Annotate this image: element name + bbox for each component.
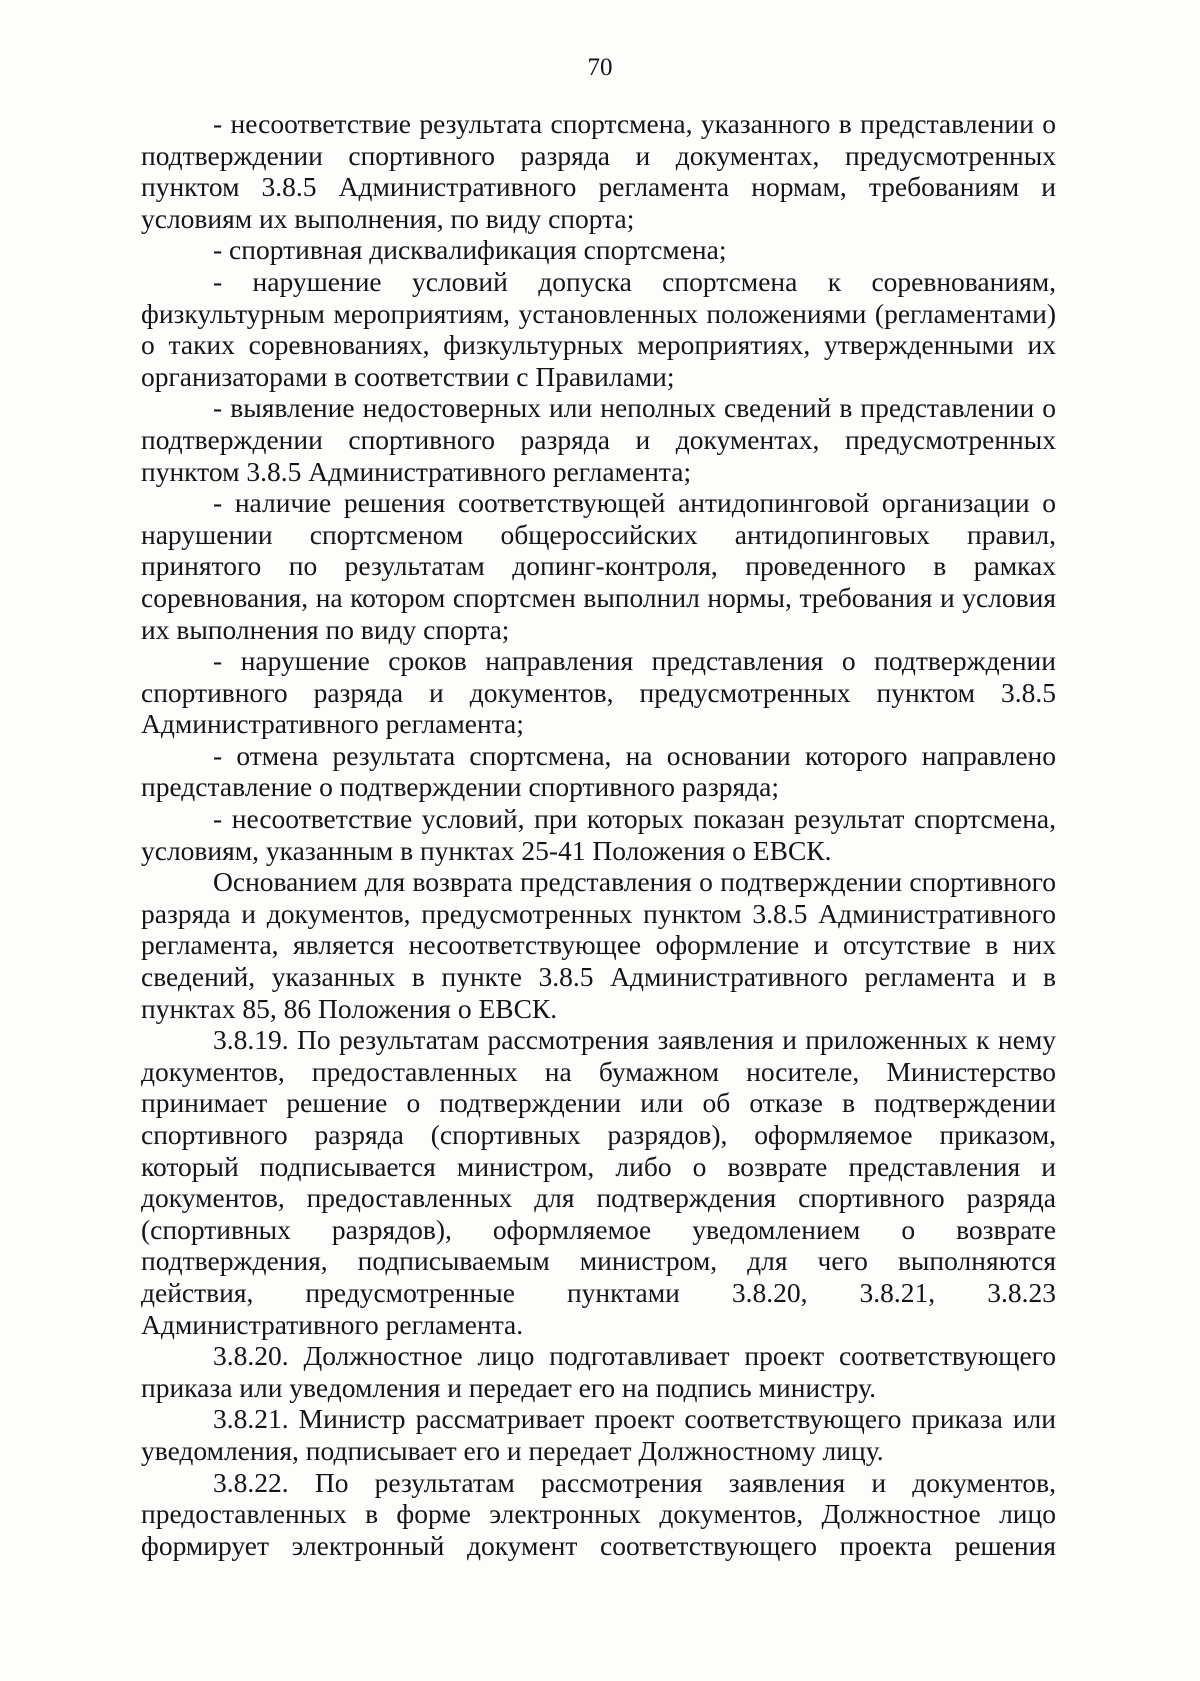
paragraph: - выявление недостоверных или неполных сведений в представлении о подтверждении спортивного разряда и документах, предусмотренных пунктом 3.8.5 Административного регламента;	[141, 392, 1056, 487]
paragraph: - нарушение условий допуска спортсмена к соревнованиям, физкультурным мероприятиям, установленных положениями (регламентами) о таких соревнованиях, физкультурных мероприятиях, утвержденными их организаторами в соответствии с Правилами;	[141, 265, 1056, 392]
page-number: 70	[587, 54, 613, 81]
paragraph: 3.8.19. По результатам рассмотрения заявления и приложенных к нему документов, предоставленных на бумажном носителе, Министерство принимает решение о подтверждении или об отказе в подтверждении спортивного разряда (спортивных разрядов), оформляемое приказом, который подписывается министром, либо о возврате представления и документов, предоставленных для подтверждения спортивного разряда (спортивных разрядов), оформляемое уведомлением о возврате подтверждения, подписываемым министром, для чего выполняются действия, предусмотренные пунктами 3.8.20, 3.8.21, 3.8.23 Административного регламента.	[141, 1024, 1056, 1340]
paragraph: 3.8.22. По результатам рассмотрения заявления и документов, предоставленных в форме электронных документов, Должностное лицо формирует электронный документ соответствующего проекта решения	[141, 1466, 1056, 1561]
paragraph: 3.8.20. Должностное лицо подготавливает проект соответствующего приказа или уведомления и передает его на подпись министру.	[141, 1340, 1056, 1403]
paragraph: - наличие решения соответствующей антидопинговой организации о нарушении спортсменом общероссийских антидопинговых правил, принятого по результатам допинг-контроля, проведенного в рамках соревнования, на котором спортсмен выполнил нормы, требования и условия их выполнения по виду спорта;	[141, 487, 1056, 645]
paragraph: - нарушение сроков направления представления о подтверждении спортивного разряда и документов, предусмотренных пунктом 3.8.5 Административного регламента;	[141, 645, 1056, 740]
paragraph: Основанием для возврата представления о подтверждении спортивного разряда и документов, предусмотренных пунктом 3.8.5 Административного регламента, является несоответствующее оформление и отсутствие в них сведений, указанных в пункте 3.8.5 Административного регламента и в пунктах 85, 86 Положения о ЕВСК.	[141, 866, 1056, 1024]
paragraph: - несоответствие результата спортсмена, указанного в представлении о подтверждении спортивного разряда и документах, предусмотренных пунктом 3.8.5 Административного регламента нормам, требованиям и условиям их выполнения, по виду спорта;	[141, 108, 1056, 234]
paragraph: - несоответствие условий, при которых показан результат спортсмена, условиям, указанным в пунктах 25-41 Положения о ЕВСК.	[141, 803, 1056, 866]
paragraph: 3.8.21. Министр рассматривает проект соответствующего приказа или уведомления, подписывает его и передает Должностному лицу.	[141, 1403, 1056, 1466]
paragraph: - спортивная дисквалификация спортсмена;	[213, 234, 727, 266]
document-body	[141, 108, 1056, 1561]
paragraph: - отмена результата спортсмена, на основании которого направлено представление о подтверждении спортивного разряда;	[141, 739, 1056, 803]
